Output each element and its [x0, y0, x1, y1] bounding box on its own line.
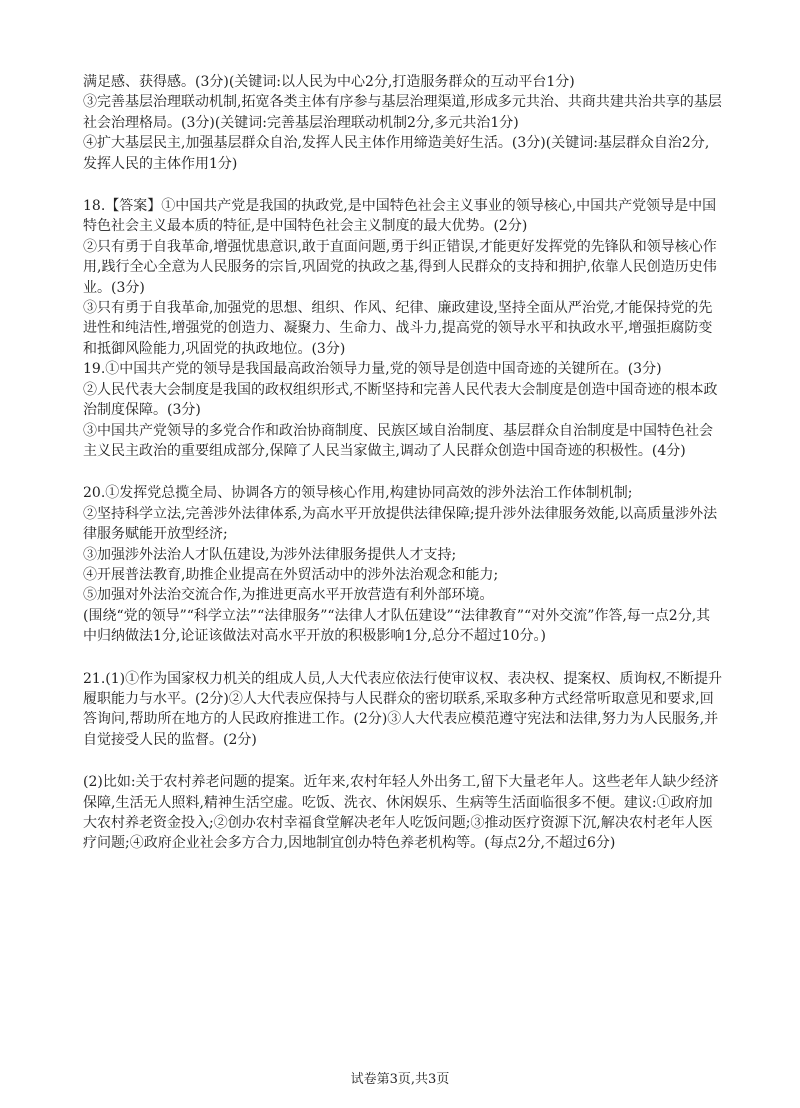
- section-spacer: [83, 647, 723, 669]
- page-footer: 试卷第3页,共3页: [350, 1072, 450, 1087]
- answer-paragraph: (2)比如:关于农村养老问题的提案。近年来,农村年轻人外出务工,留下大量老年人。这些老年人缺少经济保障,生活无人照料,精神生活空虚。吃饭、洗衣、休闲娱乐、生病等生活面临很多不便。建议:①政府加大农村养老资金投入;②创办农村幸福食堂解决老年人吃饭问题;③推动医疗资源下沉,解决农村老年人医疗问题;④政府企业社会多方合力,因地制宜创办特色养老机构等。(每点2分,不超过6分): [83, 774, 719, 852]
- answer-paragraph: ⑤加强对外法治交流合作,为推进更高水平开放营造有利外部环境。: [83, 587, 494, 604]
- answer-paragraph: 21.(1)①作为国家权力机关的组成人员,人大代表应依法行使审议权、表决权、提案权、质询权,不断提升履职能力与水平。(2分)②人大代表应保持与人民群众的密切联系,采取多种方式经常听取意见和要求,回答询问,帮助所在地方的人民政府推进工作。(2分)③人大代表应模范遵守宪法和法律,努力为人民服务,并自觉接受人民的监督。(2分): [83, 670, 722, 748]
- answer-paragraph: ③完善基层治理联动机制,拓宽各类主体有序参与基层治理渠道,形成多元共治、共商共建共治共享的基层社会治理格局。(3分)(关键词:完善基层治理联动机制2分,多元共治1分): [83, 94, 722, 131]
- answer-paragraph: ③只有勇于自我革命,加强党的思想、组织、作风、纪律、廉政建设,坚持全面从严治党,才能保持党的先进性和纯洁性,增强党的创造力、凝聚力、生命力、战斗力,提高党的领导水平和执政水平,增强拒腐防变和抵御风险能力,巩固党的执政地位。(3分): [83, 300, 713, 357]
- answer-paragraph: 20.①发挥党总揽全局、协调各方的领导核心作用,构建协同高效的涉外法治工作体制机制;: [83, 485, 633, 502]
- answer-paragraph: ③中国共产党领导的多党合作和政治协商制度、民族区域自治制度、基层群众自治制度是中国特色社会主义民主政治的重要组成部分,保障了人民当家做主,调动了人民群众创造中国奇迹的积极性。(4分): [83, 422, 713, 459]
- answer-paragraph: ②坚持科学立法,完善涉外法律体系,为高水平开放提供法律保障;提升涉外法律服务效能,以高质量涉外法律服务赋能开放型经济;: [83, 505, 718, 543]
- section-spacer: [83, 750, 723, 772]
- section-spacer: [83, 461, 723, 483]
- section-spacer: [83, 174, 723, 196]
- answer-paragraph: ④开展普法教育,助推企业提高在外贸活动中的涉外法治观念和能力;: [83, 566, 499, 583]
- answer-paragraph: ③加强涉外法治人才队伍建设,为涉外法律服务提供人才支持;: [83, 546, 457, 563]
- answer-paragraph: ②只有勇于自我革命,增强忧患意识,敢于直面问题,勇于纠正错误,才能更好发挥党的先锋队和领导核心作用,践行全心全意为人民服务的宗旨,巩固党的执政之基,得到人民群众的支持和拥护,依靠人民创造历史伟业。(3分): [83, 238, 717, 296]
- answer-paragraph: ②人民代表大会制度是我国的政权组织形式,不断坚持和完善人民代表大会制度是创造中国奇迹的根本政治制度保障。(3分): [83, 381, 718, 419]
- answer-paragraph: 满足感、获得感。(3分)(关键词:以人民为中心2分,打造服务群众的互动平台1分): [83, 74, 575, 90]
- answer-paragraph: (围绕“党的领导”“科学立法”“法律服务”“法律人才队伍建设”“法律教育”“对外交流”作答,每一点2分,其中归纳做法1分,论证该做法对高水平开放的积极影响1分,总分不超过10分。): [83, 607, 711, 645]
- answer-paragraph: 18.【答案】①中国共产党是我国的执政党,是中国特色社会主义事业的领导核心,中国共产党领导是中国特色社会主义最本质的特征,是中国特色社会主义制度的最大优势。(2分): [83, 198, 717, 235]
- answer-sheet-body: [83, 72, 723, 854]
- answer-paragraph: 19.①中国共产党的领导是我国最高政治领导力量,党的领导是创造中国奇迹的关键所在。(3分): [83, 361, 662, 378]
- answer-paragraph: ④扩大基层民主,加强基层群众自治,发挥人民主体作用缔造美好生活。(3分)(关键词:基层群众自治2分,发挥人民的主体作用1分): [83, 135, 710, 172]
